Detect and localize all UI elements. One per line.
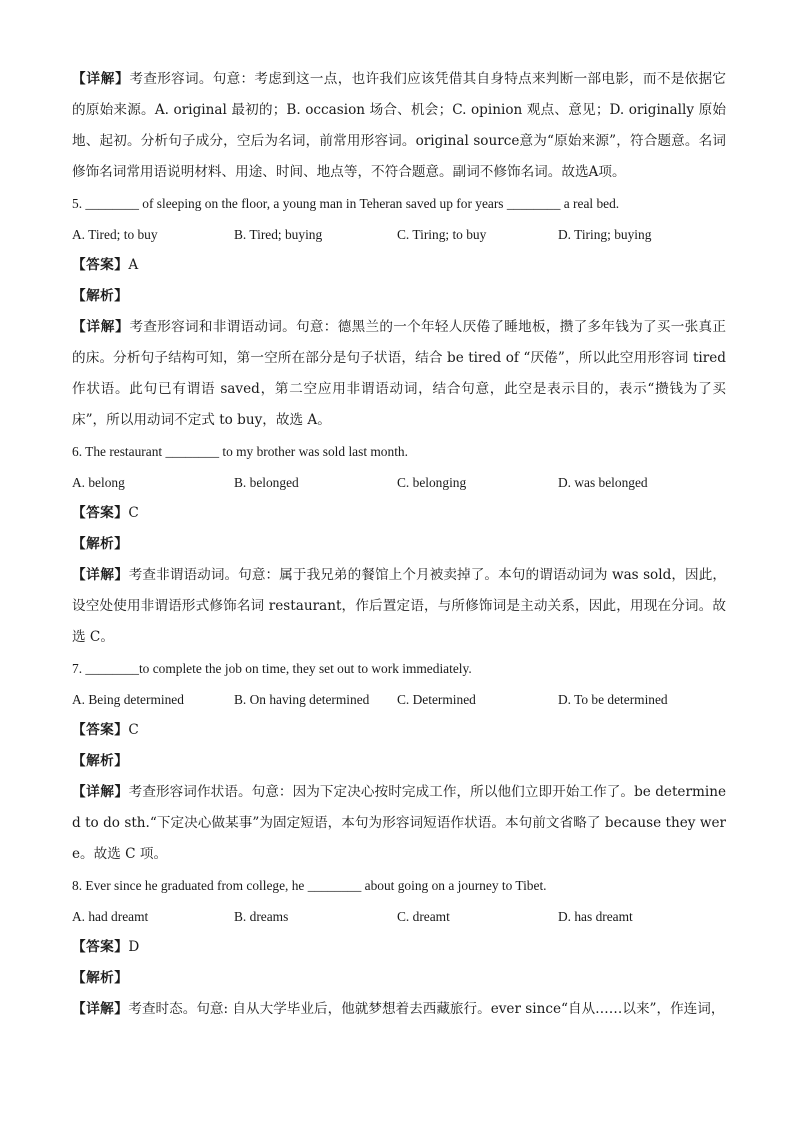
analysis-6 [72,529,726,560]
analysis-tag: 【解析】 [72,536,129,552]
detail-text: 考查形容词作状语。句意：因为下定决心按时完成工作，所以他们立即开始工作了。be determined to do sth.“下定决心做某事”为固定短语，本句为形容词短语作状语。本句前文省略了 because they were。故选 C 项。 [72,784,727,862]
option-a: A. belong [72,475,125,490]
analysis-tag: 【解析】 [72,288,129,304]
option-b: B. Tired; buying [234,227,323,242]
answer-tag: 【答案】 [72,722,129,738]
detail-tag: 【详解】 [72,71,130,87]
detail-text: 考查非谓语动词。句意：属于我兄弟的餐馆上个月被卖掉了。本句的谓语动词为 was sold，因此，设空处使用非谓语形式修饰名词 restaurant，作后置定语，与所修饰词是主动关系，因此，用现在分词。故选 C。 [72,567,727,645]
option-b: B. belonged [234,475,299,490]
option-d: D. was belonged [558,475,648,490]
detail-tag: 【详解】 [72,1001,129,1017]
options-5 [72,219,726,250]
answer-value: C [128,505,139,521]
question-6: 6. The restaurant ________ to my brother was sold last month. [72,444,408,459]
option-b: B. On having determined [234,692,370,707]
options-8 [72,901,726,932]
answer-value: A [128,257,139,273]
detail-paragraph [72,64,726,188]
question-5: 5. ________ of sleeping on the floor, a young man in Teheran saved up for years ________ a real bed. [72,196,620,211]
answer-value: D [128,939,140,955]
option-a: A. had dreamt [72,909,149,924]
options-7 [72,684,726,715]
answer-7 [72,715,726,746]
detail-text: 考查形容词和非谓语动词。句意：德黑兰的一个年轻人厌倦了睡地板，攒了多年钱为了买一张真正的床。分析句子结构可知，第一空所在部分是句子状语，结合 be tired of “厌倦”，所以此空用形容词 tired 作状语。此句已有谓语 saved，第二空应用非谓语动词，结合句意，此空是表示目的，表示“攒钱为了买床”，所以用动词不定式 to buy，故选 A。 [72,319,726,428]
detail-text: 考查时态。句意: 自从大学毕业后，他就梦想着去西藏旅行。ever since“自从……以来”，作连词， [128,1001,725,1017]
option-c: C. belonging [397,475,467,490]
answer-tag: 【答案】 [72,939,129,955]
options-6 [72,467,726,498]
detail-tag: 【详解】 [72,567,129,583]
option-c: C. dreamt [397,909,450,924]
analysis-5 [72,281,726,312]
document-page [72,64,726,1025]
analysis-tag: 【解析】 [72,753,129,769]
answer-5 [72,250,726,281]
analysis-7 [72,746,726,777]
question-7: 7. ________to complete the job on time, they set out to work immediately. [72,661,472,676]
answer-6 [72,498,726,529]
option-c: C. Tiring; to buy [397,227,487,242]
option-a: A. Tired; to buy [72,227,158,242]
option-b: B. dreams [234,909,289,924]
analysis-8 [72,963,726,994]
detail-5 [72,312,726,436]
option-d: D. Tiring; buying [558,227,652,242]
answer-value: C [128,722,139,738]
answer-tag: 【答案】 [72,505,129,521]
option-d: D. has dreamt [558,909,633,924]
option-c: C. Determined [397,692,476,707]
detail-8 [72,994,726,1025]
question-8: 8. Ever since he graduated from college, he ________ about going on a journey to Tibet. [72,878,547,893]
detail-7 [72,777,726,870]
detail-6 [72,560,726,653]
detail-text: 考查形容词。句意：考虑到这一点，也许我们应该凭借其自身特点来判断一部电影，而不是依据它的原始来源。A. original 最初的；B. occasion 场合、机会；C. opinion 观点、意见；D. originally 原始地、起初。分析句子成分，空后为名词，前常用形容词。original source意为“原始来源”，符合题意。名词修饰名词常用语说明材料、用途、时间、地点等，不符合题意。副词不修饰名词。故选A项。 [72,71,726,180]
option-d: D. To be determined [558,692,668,707]
analysis-tag: 【解析】 [72,970,129,986]
detail-tag: 【详解】 [72,319,130,335]
answer-8 [72,932,726,963]
answer-tag: 【答案】 [72,257,129,273]
option-a: A. Being determined [72,692,184,707]
detail-tag: 【详解】 [72,784,129,800]
